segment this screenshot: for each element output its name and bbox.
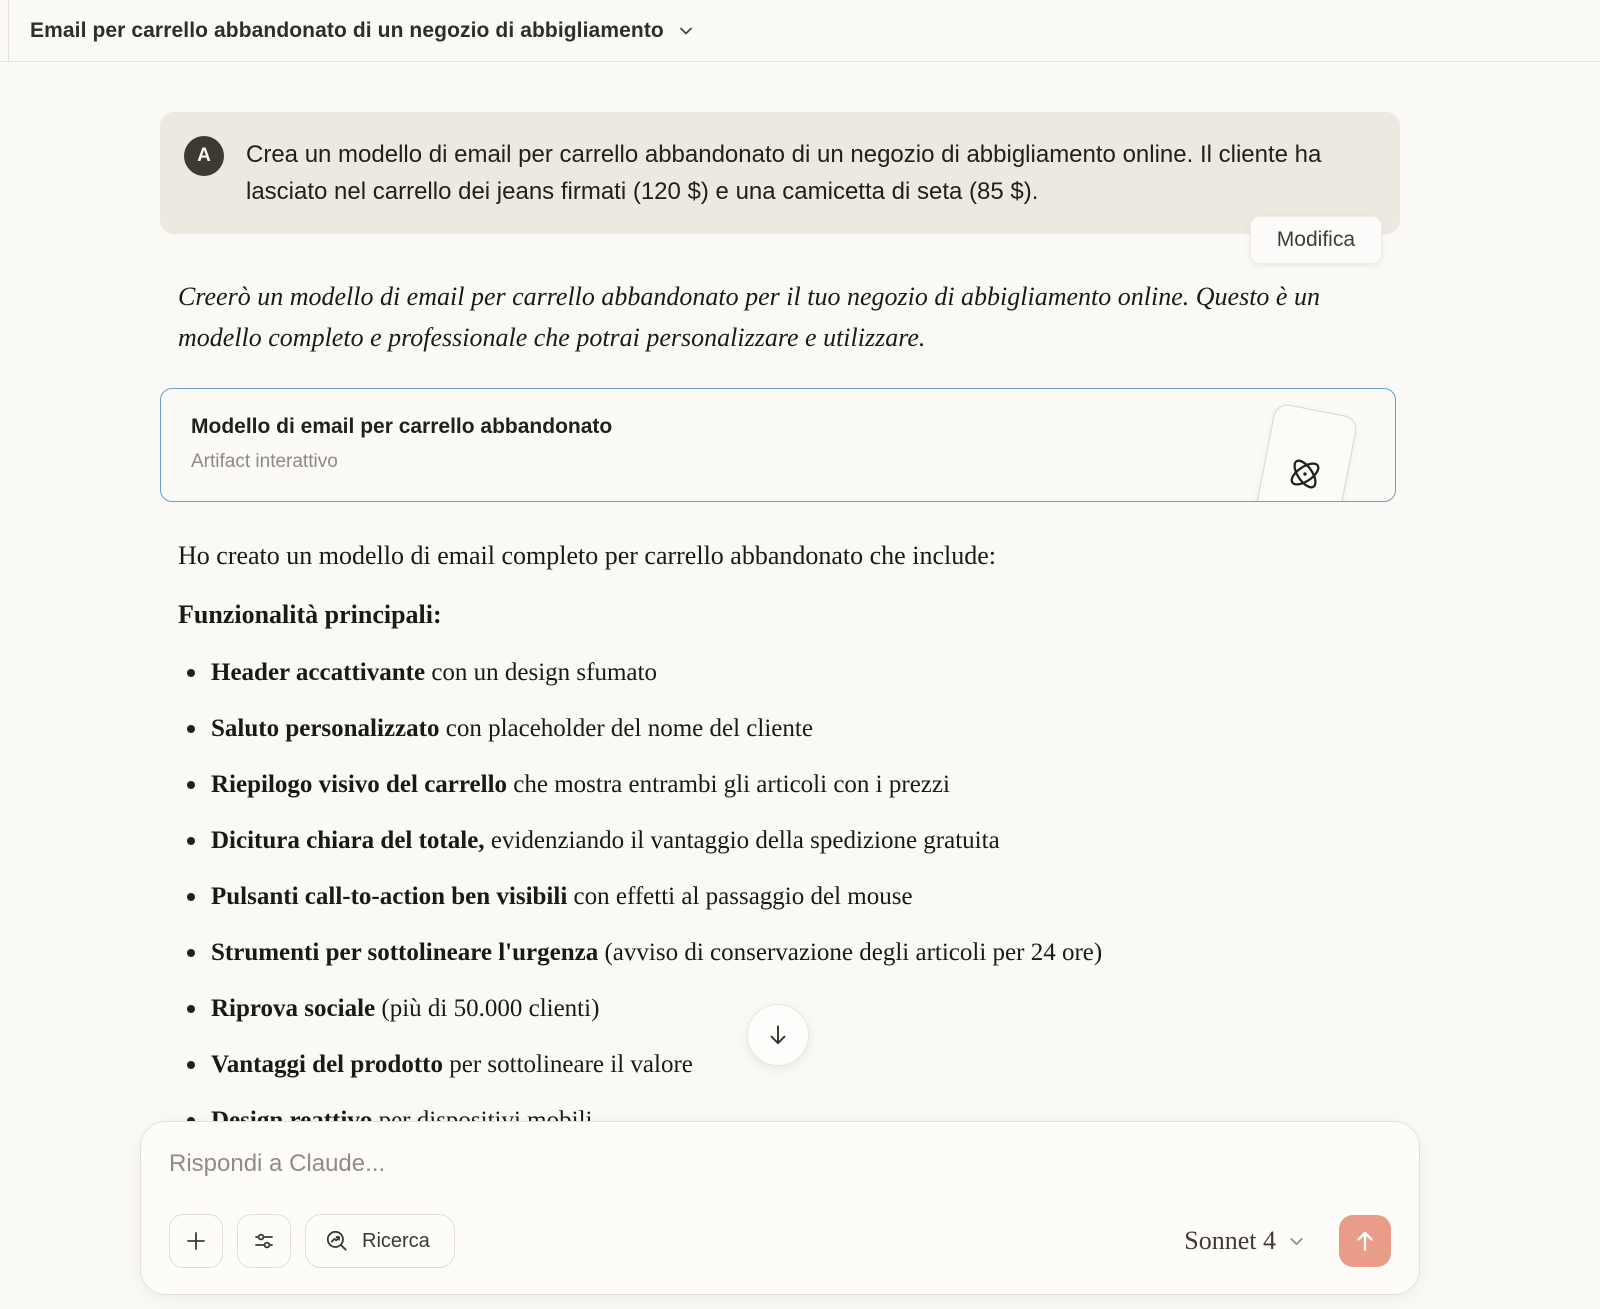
features-heading: Funzionalità principali: <box>178 600 442 629</box>
tools-button[interactable] <box>237 1214 291 1268</box>
list-item: Saluto personalizzato con placeholder del nome del cliente <box>178 712 1400 746</box>
search-label: Ricerca <box>362 1229 430 1252</box>
feature-list <box>178 656 1400 1138</box>
assistant-intro-text: Creerò un modello di email per carrello abbandonato per il tuo negozio di abbigliamento online. Questo è un modello completo e professionale che potrai personalizzare e utilizzare. <box>178 282 1320 352</box>
arrow-down-icon <box>765 1022 791 1048</box>
sliders-icon <box>252 1229 276 1253</box>
assistant-body-intro: Ho creato un modello di email completo per carrello abbandonato che include: <box>178 541 996 570</box>
list-item: Vantaggi del prodotto per sottolineare il valore <box>178 1048 723 1082</box>
chevron-down-icon <box>678 23 694 39</box>
model-name: Sonnet 4 <box>1184 1226 1276 1255</box>
chat-column <box>160 62 1400 1160</box>
composer-input[interactable] <box>169 1150 1269 1178</box>
edit-message-button[interactable]: Modifica <box>1250 216 1382 264</box>
attach-button[interactable] <box>169 1214 223 1268</box>
arrow-up-icon <box>1352 1228 1378 1254</box>
chevron-down-icon <box>1288 1233 1305 1250</box>
atom-icon <box>1280 449 1329 498</box>
plus-icon <box>184 1229 208 1253</box>
artifact-preview-card <box>1251 402 1358 502</box>
web-search-button[interactable] <box>305 1214 455 1268</box>
list-item: Dicitura chiara del totale, evidenziando il vantaggio della spedizione gratuita <box>178 824 1400 858</box>
composer <box>140 1121 1420 1295</box>
conversation-title: Email per carrello abbandonato di un negozio di abbigliamento <box>30 19 664 42</box>
list-item: Header accattivante con un design sfumato <box>178 656 1400 690</box>
search-trend-icon <box>324 1228 350 1254</box>
list-item: Riprova sociale (più di 50.000 clienti) <box>178 992 1400 1026</box>
pane-divider <box>8 0 9 61</box>
list-item: Riepilogo visivo del carrello che mostra entrambi gli articoli con i prezzi <box>178 768 1400 802</box>
avatar: A <box>184 136 224 176</box>
conversation-title-menu[interactable] <box>30 0 694 62</box>
composer-toolbar <box>169 1214 1391 1268</box>
send-button[interactable] <box>1339 1215 1391 1267</box>
user-message-text: Crea un modello di email per carrello abbandonato di un negozio di abbigliamento online. Il cliente ha lasciato nel carrello dei jeans firmati (120 $) e una camicetta di seta (85 $). <box>246 141 1322 205</box>
conversation-header <box>0 0 1600 62</box>
list-item: Strumenti per sottolineare l'urgenza (avviso di conservazione degli articoli per 24 ore) <box>178 936 1400 970</box>
artifact-title: Modello di email per carrello abbandonato <box>191 415 613 438</box>
artifact-subtitle: Artifact interattivo <box>191 451 338 472</box>
user-message <box>160 112 1400 251</box>
scroll-to-bottom-button[interactable] <box>747 1004 809 1066</box>
artifact-card[interactable] <box>160 388 1396 502</box>
list-item: Pulsanti call-to-action ben visibili con effetti al passaggio del mouse <box>178 880 1400 914</box>
model-selector[interactable] <box>1184 1226 1305 1256</box>
